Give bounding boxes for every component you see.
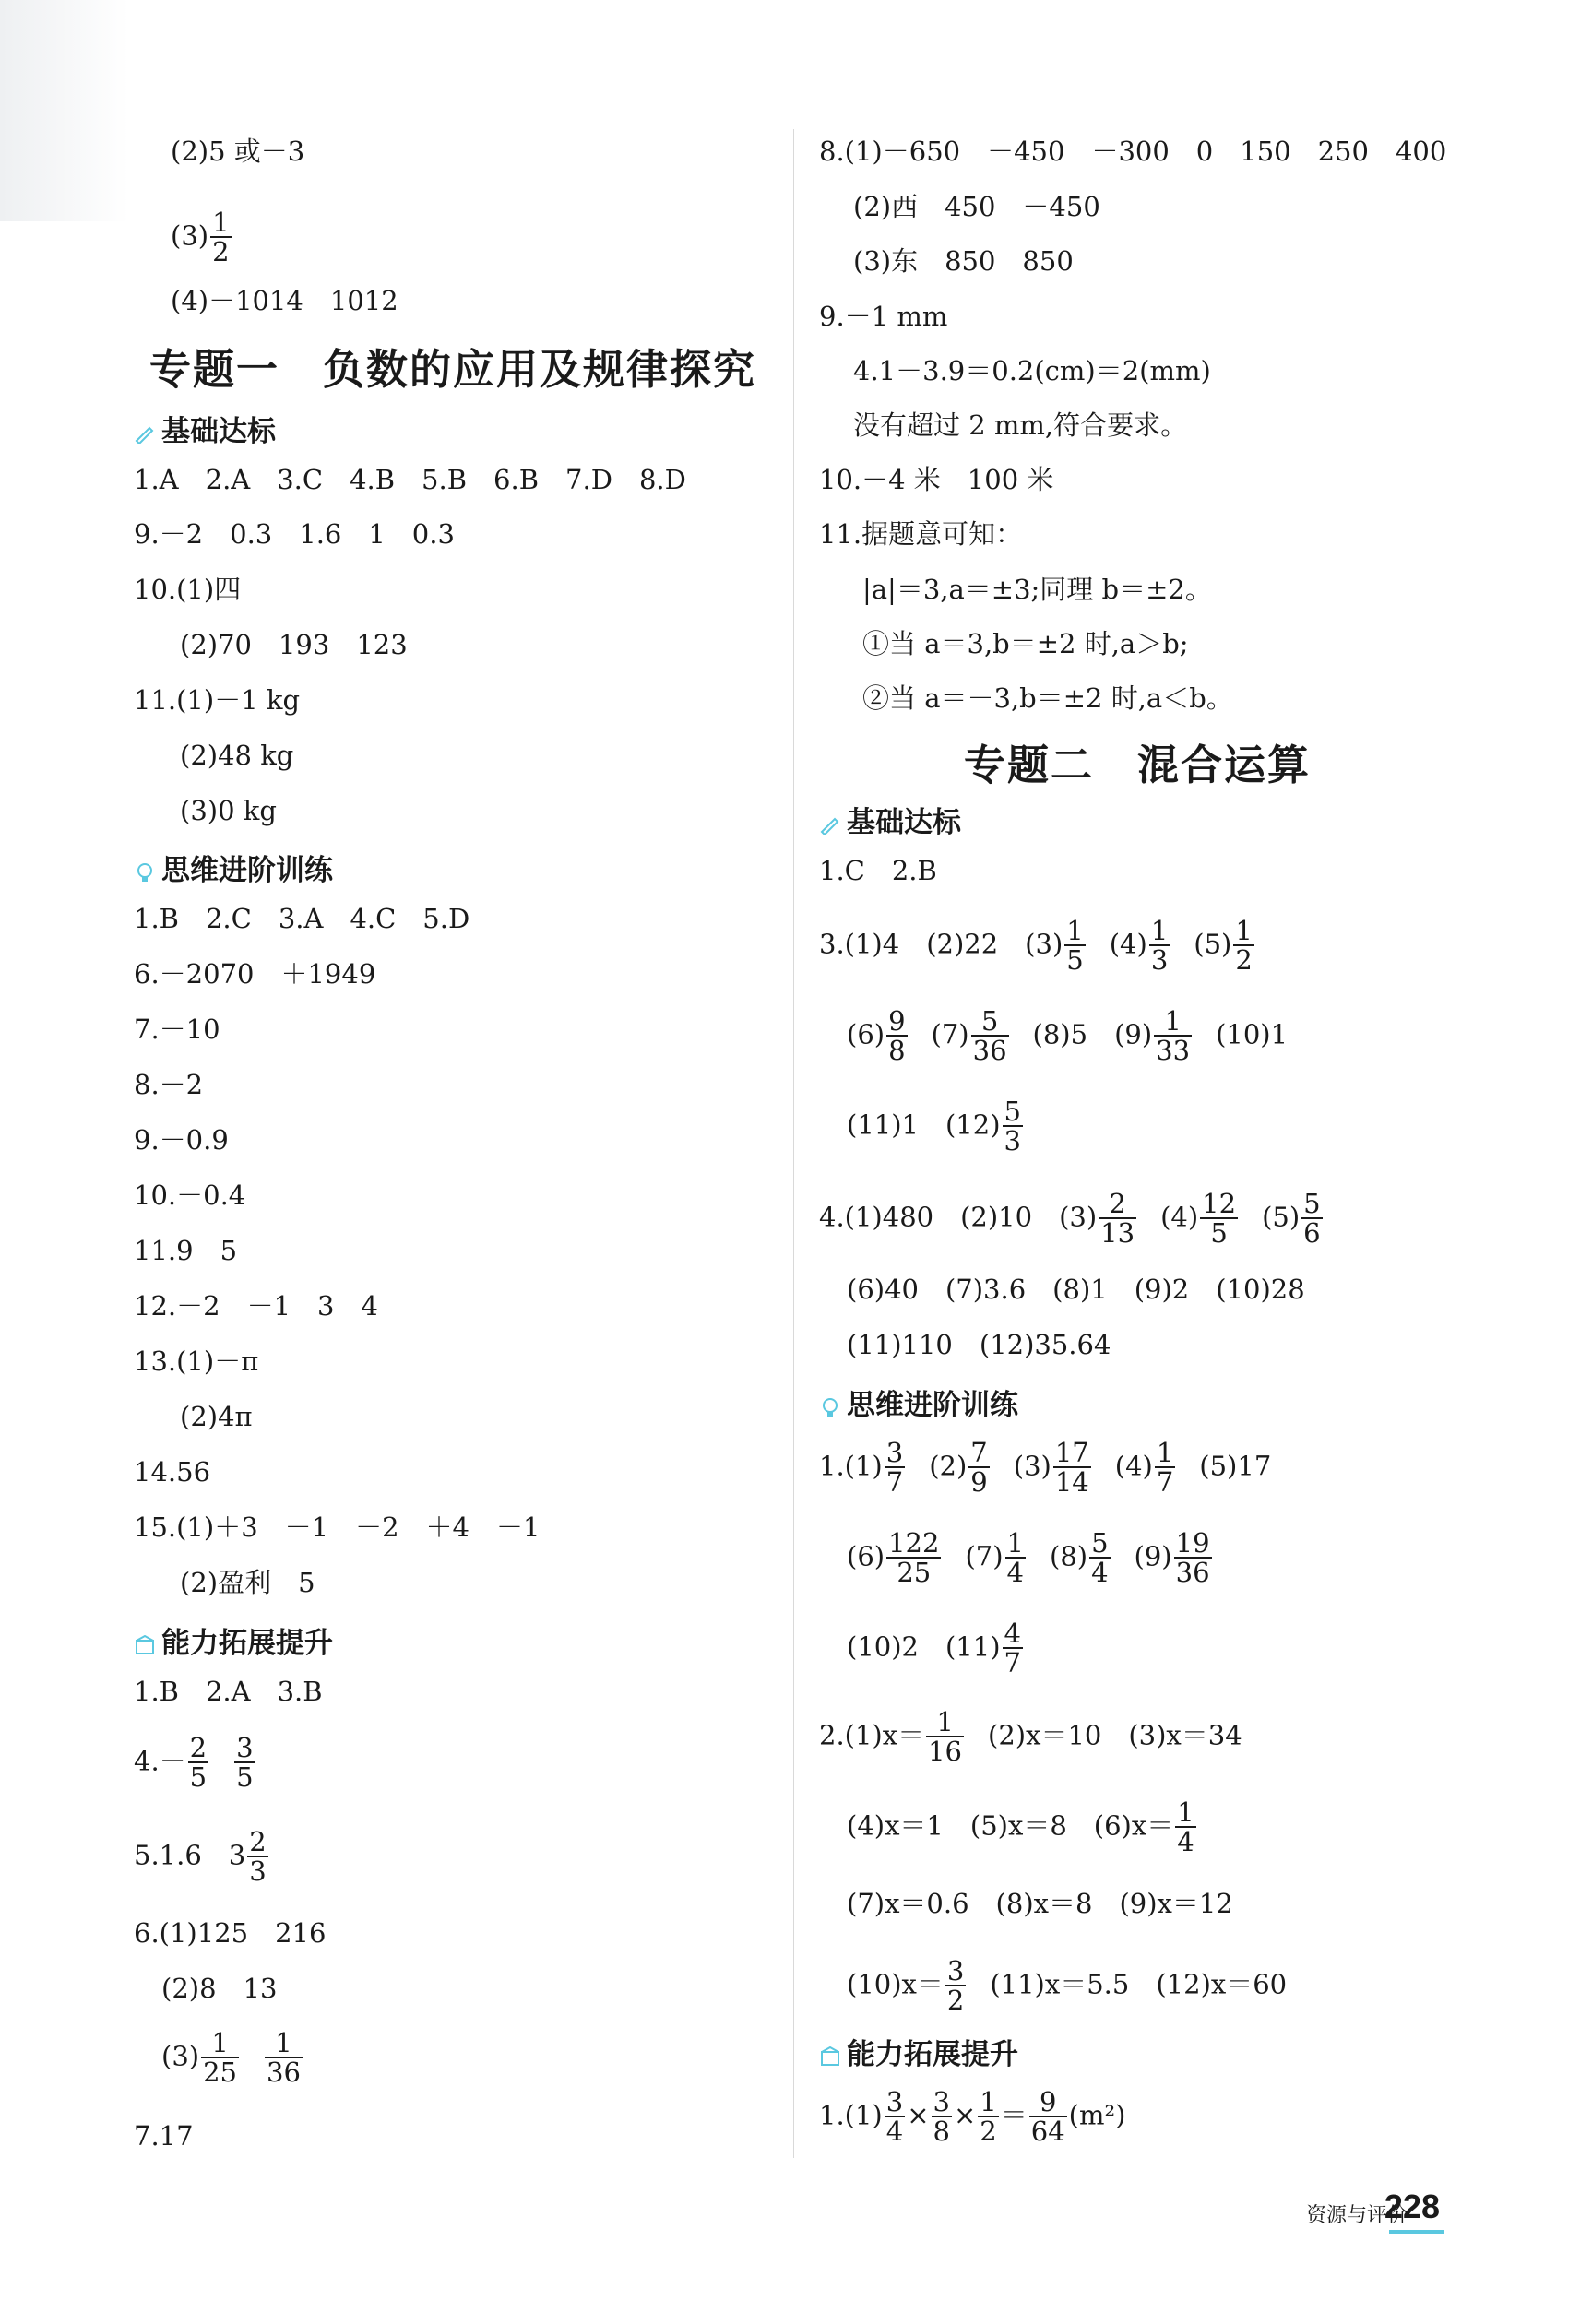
lightbulb-icon bbox=[134, 862, 156, 883]
fraction: $\frac{1}{2}$ bbox=[212, 207, 230, 268]
answer-line: 10.－0.4 bbox=[134, 1180, 246, 1211]
fraction: $\frac{5}{36}$ bbox=[972, 1005, 1007, 1067]
answer-line: 4.－ $\frac{2}{5}$ $\frac{3}{5}$ bbox=[134, 1732, 254, 1794]
fraction: $\frac{1}{4}$ bbox=[1177, 1796, 1194, 1858]
subheading: 思维进阶训练 bbox=[134, 847, 333, 888]
answer-line: 1.(1) $\frac{3}{7}$ (2) $\frac{7}{9}$ (3) $\frac{17}{14}$ (4) $\frac{1}{7}$ (5)17 bbox=[819, 1437, 1272, 1499]
column-divider bbox=[793, 129, 794, 2158]
answer-line: 11.9 5 bbox=[134, 1235, 238, 1266]
answer-line: ②当 a＝－3,b＝±2 时,a＜b。 bbox=[862, 682, 1233, 714]
section-heading-1: 专题一 负数的应用及规律探究 bbox=[149, 345, 757, 394]
fraction: $\frac{5}{3}$ bbox=[1004, 1096, 1021, 1157]
fraction: $\frac{1}{36}$ bbox=[267, 2027, 301, 2089]
scan-shadow bbox=[0, 0, 129, 221]
answer-line: (3) $\frac{1}{2}$ bbox=[171, 207, 230, 268]
answer-line: 6.(1)125 216 bbox=[134, 1917, 327, 1949]
answer-line: |a|＝3,a＝±3;同理 b＝±2。 bbox=[862, 574, 1212, 605]
answer-line: 4.1－3.9＝0.2(cm)＝2(mm) bbox=[853, 355, 1211, 386]
answer-line: (3) $\frac{1}{25}$ $\frac{1}{36}$ bbox=[161, 2027, 301, 2089]
answer-line: 10.(1)四 bbox=[134, 574, 242, 605]
answer-line: 8.－2 bbox=[134, 1069, 204, 1100]
pencil-icon bbox=[134, 423, 156, 444]
fraction: $\frac{5}{6}$ bbox=[1303, 1188, 1321, 1250]
box-icon bbox=[819, 2046, 841, 2067]
answer-line: ①当 a＝3,b＝±2 时,a＞b; bbox=[862, 628, 1189, 659]
answer-line: (4)－1014 1012 bbox=[171, 285, 398, 316]
answer-line: 1.A 2.A 3.C 4.B 5.B 6.B 7.D 8.D bbox=[134, 464, 686, 495]
answer-line: 5.1.6 3 $\frac{2}{3}$ bbox=[134, 1826, 267, 1888]
answer-line: 2.(1)x＝ $\frac{1}{16}$ (2)x＝10 (3)x＝34 bbox=[819, 1706, 1242, 1768]
fraction: $\frac{3}{4}$ bbox=[885, 2086, 904, 2148]
answer-line: 12.－2 －1 3 4 bbox=[134, 1290, 378, 1322]
answer-line: 9.－2 0.3 1.6 1 0.3 bbox=[134, 518, 455, 550]
fraction: $\frac{9}{64}$ bbox=[1030, 2086, 1065, 2148]
fraction: $\frac{5}{4}$ bbox=[1091, 1527, 1109, 1589]
fraction: $\frac{3}{7}$ bbox=[885, 1437, 904, 1499]
answer-line: 7.－10 bbox=[134, 1014, 220, 1045]
answer-line: (11)110 (12)35.64 bbox=[847, 1329, 1111, 1360]
answer-line: (11)1 (12) $\frac{5}{3}$ bbox=[847, 1096, 1021, 1157]
answer-line: (3)东 850 850 bbox=[853, 245, 1074, 277]
answer-line: (7)x＝0.6 (8)x＝8 (9)x＝12 bbox=[847, 1888, 1233, 1919]
fraction: $\frac{1}{2}$ bbox=[980, 2086, 997, 2148]
page-number: 228 bbox=[1384, 2188, 1440, 2225]
section-heading-2: 专题二 混合运算 bbox=[964, 741, 1312, 789]
answer-line: 1.B 2.C 3.A 4.C 5.D bbox=[134, 903, 470, 934]
fraction: $\frac{12}{5}$ bbox=[1202, 1188, 1237, 1250]
answer-line: (4)x＝1 (5)x＝8 (6)x＝ $\frac{1}{4}$ bbox=[847, 1796, 1194, 1858]
fraction: $\frac{1}{7}$ bbox=[1156, 1437, 1174, 1499]
subheading: 能力拓展提升 bbox=[134, 1619, 333, 1661]
lightbulb-icon bbox=[819, 1397, 841, 1417]
fraction: $\frac{1}{5}$ bbox=[1066, 915, 1084, 977]
fraction: $\frac{2}{3}$ bbox=[249, 1826, 267, 1888]
page-number-underline bbox=[1389, 2230, 1444, 2234]
pencil-icon bbox=[819, 814, 841, 835]
answer-line: 1.C 2.B bbox=[819, 855, 937, 886]
answer-line: 没有超过 2 mm,符合要求。 bbox=[853, 409, 1188, 441]
fraction: $\frac{2}{13}$ bbox=[1100, 1188, 1135, 1250]
fraction: $\frac{17}{14}$ bbox=[1054, 1437, 1089, 1499]
fraction: $\frac{2}{5}$ bbox=[189, 1732, 208, 1794]
answer-line: 13.(1)－π bbox=[134, 1346, 259, 1377]
answer-line: (10)2 (11) $\frac{4}{7}$ bbox=[847, 1618, 1021, 1679]
fraction: $\frac{1}{4}$ bbox=[1006, 1527, 1024, 1589]
answer-line: (2)5 或－3 bbox=[171, 136, 305, 167]
answer-line: 10.－4 米 100 米 bbox=[819, 464, 1054, 495]
subheading: 基础达标 bbox=[819, 799, 961, 840]
answer-line: (2)8 13 bbox=[161, 1973, 278, 2004]
fraction: $\frac{1}{33}$ bbox=[1156, 1005, 1191, 1067]
answer-line: 6.－2070 ＋1949 bbox=[134, 958, 376, 990]
answer-line: 1.(1) $\frac{3}{4}$ × $\frac{3}{8}$ × $\frac{1}{2}$ ＝ $\frac{9}{64}$ (m²) bbox=[819, 2086, 1126, 2148]
answer-line: (6)40 (7)3.6 (8)1 (9)2 (10)28 bbox=[847, 1274, 1305, 1305]
answer-line: 11.(1)－1 kg bbox=[134, 684, 301, 716]
answer-line: (2)盈利 5 bbox=[180, 1567, 315, 1598]
fraction: $\frac{9}{8}$ bbox=[888, 1005, 906, 1067]
answer-line: 9.－1 mm bbox=[819, 301, 948, 332]
answer-line: 8.(1)－650 －450 －300 0 150 250 400 bbox=[819, 136, 1447, 167]
answer-line: (6) $\frac{9}{8}$ (7) $\frac{5}{36}$ (8)5 (9) $\frac{1}{33}$ (10)1 bbox=[847, 1005, 1289, 1067]
subheading: 思维进阶训练 bbox=[819, 1381, 1018, 1423]
fraction: $\frac{3}{5}$ bbox=[236, 1732, 254, 1794]
footer-label: 资源与评价 bbox=[1305, 2204, 1408, 2227]
subheading: 能力拓展提升 bbox=[819, 2031, 1018, 2072]
answer-line: 1.B 2.A 3.B bbox=[134, 1676, 323, 1707]
subheading: 基础达标 bbox=[134, 408, 276, 449]
fraction: $\frac{7}{9}$ bbox=[970, 1437, 988, 1499]
fraction: $\frac{3}{2}$ bbox=[946, 1955, 965, 2017]
fraction: $\frac{3}{8}$ bbox=[933, 2086, 950, 2148]
box-icon bbox=[134, 1635, 156, 1655]
answer-line: 4.(1)480 (2)10 (3) $\frac{2}{13}$ (4) $\frac{12}{5}$ (5) $\frac{5}{6}$ bbox=[819, 1188, 1321, 1250]
fraction: $\frac{1}{25}$ bbox=[203, 2027, 237, 2089]
fraction: $\frac{1}{3}$ bbox=[1150, 915, 1169, 977]
answer-line: (2)4π bbox=[180, 1401, 253, 1432]
fraction: $\frac{1}{16}$ bbox=[928, 1706, 963, 1768]
answer-line: (2)70 193 123 bbox=[180, 629, 408, 660]
fraction: $\frac{4}{7}$ bbox=[1004, 1618, 1021, 1679]
fraction: $\frac{122}{25}$ bbox=[888, 1527, 940, 1589]
answer-line: 15.(1)＋3 －1 －2 ＋4 －1 bbox=[134, 1512, 541, 1543]
answer-line: 9.－0.9 bbox=[134, 1124, 229, 1156]
answer-line: 7.17 bbox=[134, 2120, 194, 2152]
fraction: $\frac{1}{2}$ bbox=[1235, 915, 1253, 977]
answer-line: (2)48 kg bbox=[180, 740, 294, 771]
answer-line: (10)x＝ $\frac{3}{2}$ (11)x＝5.5 (12)x＝60 bbox=[847, 1955, 1288, 2017]
answer-line: (3)0 kg bbox=[180, 795, 277, 826]
answer-line: 3.(1)4 (2)22 (3) $\frac{1}{5}$ (4) $\frac{1}{3}$ (5) $\frac{1}{2}$ bbox=[819, 915, 1253, 977]
answer-line: 11.据题意可知： bbox=[819, 518, 1023, 550]
answer-line: 14.56 bbox=[134, 1456, 211, 1488]
answer-line: (6) $\frac{122}{25}$ (7) $\frac{1}{4}$ (8) $\frac{5}{4}$ (9) $\frac{19}{36}$ bbox=[847, 1527, 1210, 1589]
answer-line: (2)西 450 －450 bbox=[853, 191, 1100, 222]
fraction: $\frac{19}{36}$ bbox=[1175, 1527, 1210, 1589]
